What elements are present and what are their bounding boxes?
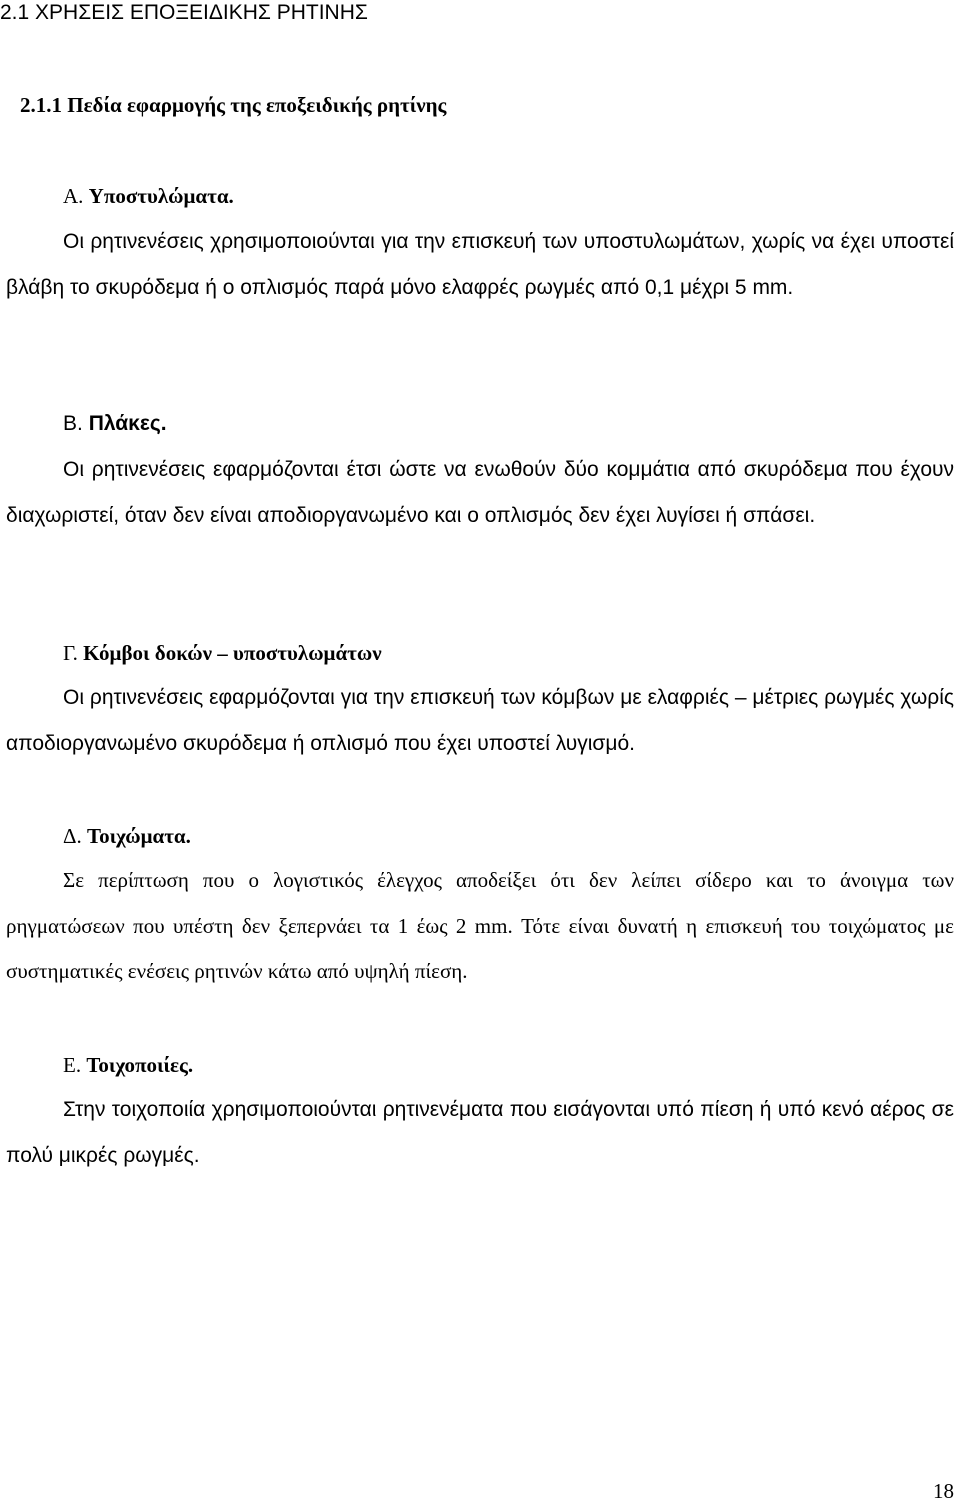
section-e-heading [63,1052,193,1078]
section-d-text: Σε περίπτωση που ο λογιστικός έλεγχος αποδείξει ότι δεν λείπει σίδερο και το άνοιγμα των ρηγματώσεων που υπέστη δεν ξεπερνάει τα 1 έως 2 mm. Τότε είναι δυνατή η επισκευή του τοιχώματος με συστηματικές ενέσεις ρητινών κάτω από υψηλή πίεση. [6,868,954,983]
section-a-label: Α. [63,184,84,208]
section-d-title: Τοιχώματα. [87,824,191,848]
section-title: 2.1.1 Πεδία εφαρμογής της εποξειδικής ρητίνης [20,93,447,117]
section-a-heading [63,183,234,209]
section-e-label: Ε. [63,1053,82,1077]
section-b-title: Πλάκες. [88,412,167,435]
section-c-text: Οι ρητινενέσεις εφαρμόζονται για την επισκευή των κόμβων με ελαφριές – μέτριες ρωγμές χωρίς αποδιοργανωμένο σκυρόδεμα ή οπλισμό που έχει υποστεί λυγισμό. [6,686,954,755]
page-number: 18 [933,1479,954,1503]
section-c-label: Γ. [63,641,78,665]
section-b-text: Οι ρητινενέσεις εφαρμόζονται έτσι ώστε να ενωθούν δύο κομμάτια από σκυρόδεμα που έχουν διαχωριστεί, όταν δεν είναι αποδιοργανωμένο και ο οπλισμός δεν έχει λυγίσει ή σπάσει. [6,458,954,527]
section-a-title: Υποστυλώματα. [88,184,234,208]
section-e-title: Τοιχοποιίες. [86,1053,194,1077]
chapter-title: 2.1 ΧΡΗΣΕΙΣ ΕΠΟΞΕΙΔΙΚΗΣ ΡΗΤΙΝΗΣ [0,1,368,24]
section-c-title: Κόμβοι δοκών – υποστυλωμάτων [83,641,382,665]
section-a-text: Οι ρητινενέσεις χρησιμοποιούνται για την επισκευή των υποστυλωμάτων, χωρίς να έχει υποστεί βλάβη το σκυρόδεμα ή ο οπλισμός παρά μόνο ελαφρές ρωγμές από 0,1 μέχρι 5 mm. [6,230,954,299]
section-b-label: Β. [63,412,83,435]
section-e-text: Στην τοιχοποιία χρησιμοποιούνται ρητινενέματα που εισάγονται υπό πίεση ή υπό κενό αέρος σε πολύ μικρές ρωγμές. [6,1098,954,1167]
section-d-heading [63,823,191,849]
section-d-label: Δ. [63,824,82,848]
section-c-heading [63,640,382,666]
section-b-heading [63,411,167,437]
